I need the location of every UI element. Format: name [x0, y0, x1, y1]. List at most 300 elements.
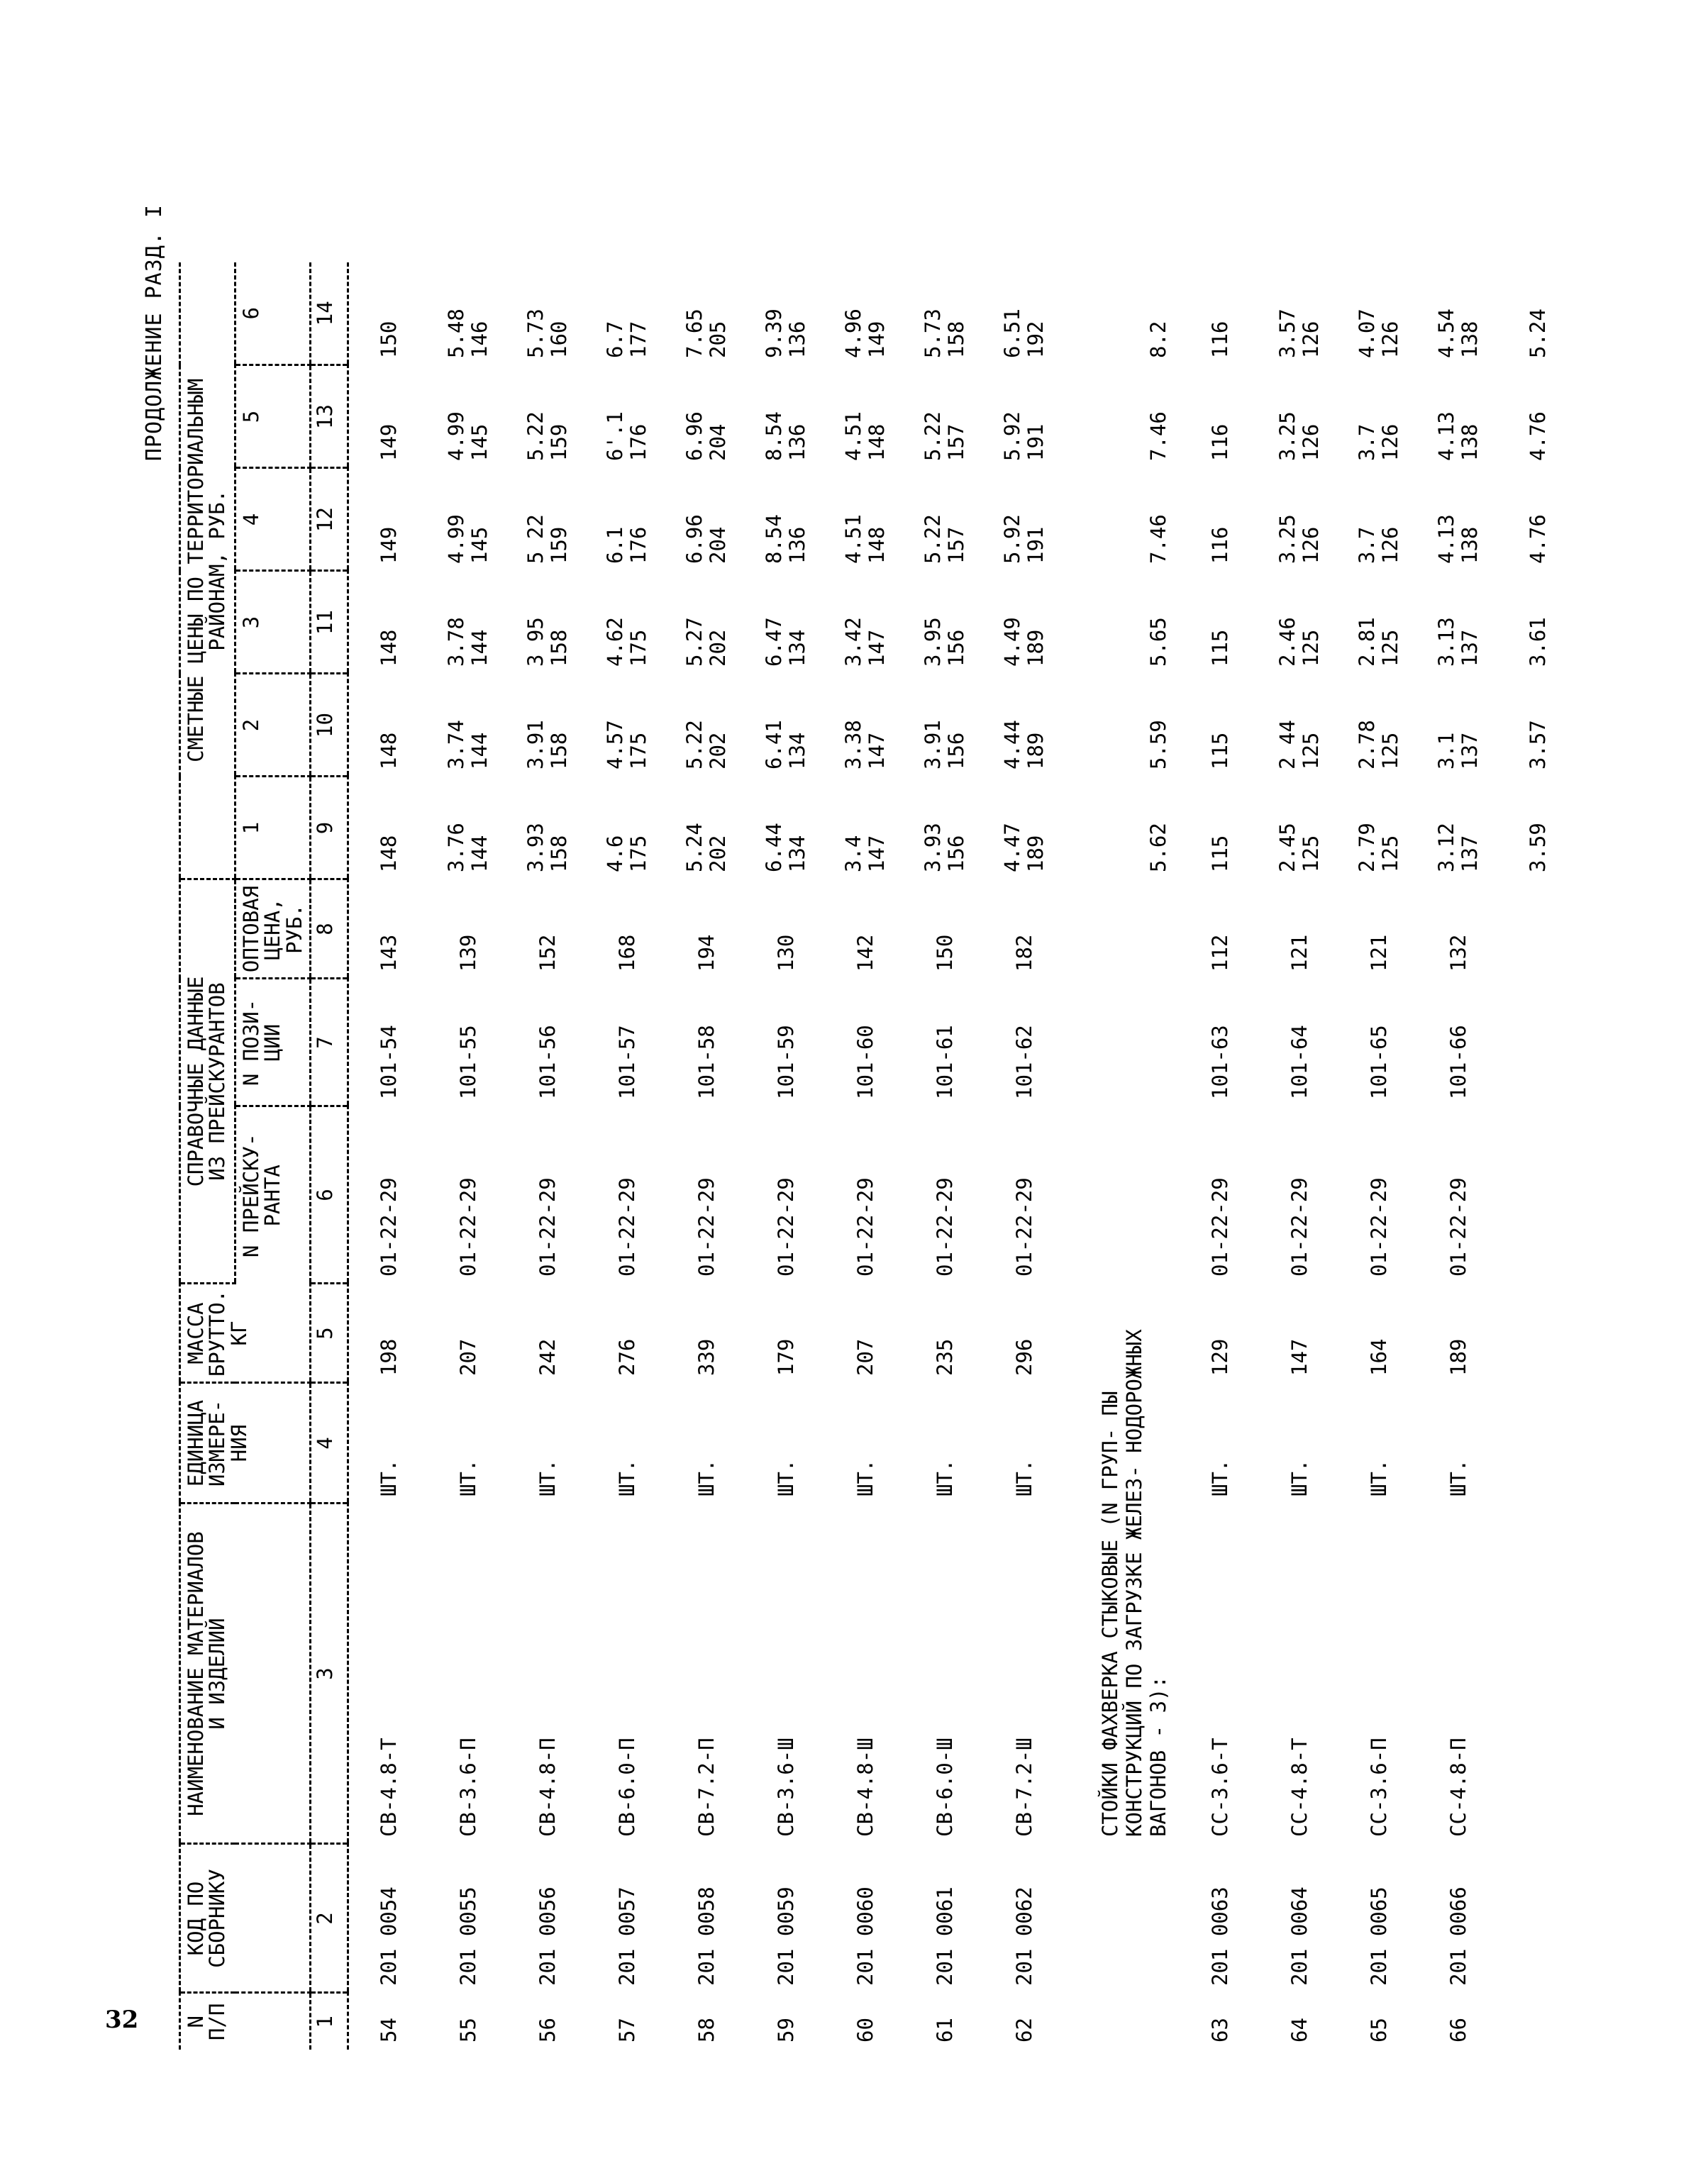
row-name: СВ-7.2-П — [694, 1738, 719, 1837]
row-code: 201 0058 — [694, 1886, 719, 1986]
price-district-3 — [587, 571, 667, 674]
table-row — [1419, 262, 1498, 2050]
row-code: 201 0066 — [1446, 1886, 1470, 1986]
price-value: 3.25 — [1275, 411, 1299, 461]
price-value: 3.25 — [1275, 514, 1299, 564]
price-value: 8.54 — [761, 514, 786, 564]
section-heading-cell — [1064, 879, 1180, 1844]
row-name: СВ-3.6-Ш — [773, 1738, 798, 1837]
row-position: 101-66 — [1446, 1025, 1470, 1099]
price-value-secondary: 160 — [547, 321, 572, 358]
page-number: 32 — [105, 2006, 139, 2034]
table-row — [826, 262, 905, 2050]
row-unit: ШТ. — [455, 1459, 480, 1496]
price-district-2 — [1180, 674, 1260, 777]
row-wholesale: 182 — [1011, 934, 1036, 972]
row-number: 54 — [376, 2018, 401, 2043]
row-unit: ШТ. — [1207, 1459, 1232, 1496]
row-number: 66 — [1446, 2018, 1470, 2043]
empty-cell — [1498, 879, 1577, 979]
price-district-3 — [428, 571, 508, 674]
price-district-4 — [1339, 468, 1419, 571]
price-value-secondary: 157 — [944, 526, 969, 564]
header-district-6: 6 — [235, 262, 310, 365]
price-district-5 — [348, 365, 429, 468]
row-wholesale: 152 — [535, 934, 560, 972]
price-value: 4.47 — [999, 823, 1024, 872]
header-unit: ЕДИНИЦА ИЗМЕРЕ- НИЯ — [180, 1383, 311, 1504]
column-number: 2 — [311, 1844, 348, 1993]
price-district-2 — [1064, 674, 1180, 777]
price-value-secondary: 158 — [944, 321, 969, 358]
row-name: СВ-4.8-П — [535, 1738, 560, 1837]
row-code: 201 0065 — [1366, 1886, 1391, 1986]
row-code: 201 0063 — [1207, 1886, 1232, 1986]
price-district-4 — [348, 468, 429, 571]
price-value: 4.54 — [1434, 309, 1458, 358]
row-number: 62 — [1011, 2018, 1036, 2043]
row-number: 63 — [1207, 2018, 1232, 2043]
table-row — [905, 262, 985, 2050]
row-price-list: 01-22-29 — [1011, 1177, 1036, 1277]
row-mass: 164 — [1366, 1338, 1391, 1376]
row-price-list: 01-22-29 — [853, 1177, 877, 1277]
price-value-secondary: 158 — [547, 629, 572, 667]
row-wholesale: 139 — [455, 934, 480, 972]
price-district-2 — [826, 674, 905, 777]
price-value: 115 — [1207, 732, 1232, 769]
row-code: 201 0056 — [535, 1886, 560, 1986]
price-district-3 — [508, 571, 587, 674]
price-district-6 — [1064, 262, 1180, 365]
price-district-4 — [1498, 468, 1577, 571]
table-row — [348, 262, 429, 2050]
price-value: 5.22 — [523, 411, 548, 461]
price-district-5 — [1498, 365, 1577, 468]
row-price-list: 01-22-29 — [535, 1177, 560, 1277]
column-number: 10 — [311, 674, 348, 777]
header-district-4: 4 — [235, 468, 310, 571]
section-row — [1064, 262, 1180, 2050]
price-value-secondary: 134 — [785, 732, 810, 769]
price-district-6 — [1419, 262, 1498, 365]
row-mass: 296 — [1011, 1338, 1036, 1376]
empty-cell — [1498, 979, 1577, 1106]
price-value: 6.96 — [682, 411, 706, 461]
price-value: 3.42 — [841, 617, 865, 667]
row-number: 60 — [853, 2018, 877, 2043]
price-value: 5.24 — [1525, 309, 1550, 358]
row-position: 101-61 — [932, 1025, 957, 1099]
price-table — [179, 262, 1577, 2050]
price-value-secondary: 148 — [865, 526, 889, 564]
price-value: 3.95 — [920, 617, 945, 667]
row-position: 101-56 — [535, 1025, 560, 1099]
price-district-1 — [905, 777, 985, 879]
price-value-secondary: 125 — [1378, 835, 1403, 872]
price-value-secondary: 175 — [626, 629, 651, 667]
row-wholesale: 143 — [376, 934, 401, 972]
table-row — [1339, 262, 1419, 2050]
price-value-secondary: 145 — [467, 423, 492, 461]
price-value: 3.1 — [1434, 732, 1458, 769]
empty-cell — [1498, 1844, 1577, 1993]
price-value-secondary: 157 — [944, 423, 969, 461]
price-value: 3.76 — [443, 823, 468, 872]
price-district-3 — [667, 571, 746, 674]
row-code: 201 0064 — [1287, 1886, 1312, 1986]
price-value-secondary: 126 — [1378, 423, 1403, 461]
row-wholesale: 121 — [1287, 934, 1312, 972]
price-value: 3.4 — [841, 835, 865, 872]
price-value: 9.39 — [761, 309, 786, 358]
price-district-6 — [826, 262, 905, 365]
row-unit: ШТ. — [694, 1459, 719, 1496]
header-wholesale: ОПТОВАЯ ЦЕНА, РУБ. — [235, 879, 310, 979]
row-mass: 129 — [1207, 1338, 1232, 1376]
price-value: 5.22 — [920, 411, 945, 461]
price-district-6 — [746, 262, 826, 365]
row-name: СС-4.8-П — [1446, 1738, 1470, 1837]
price-value-secondary: 137 — [1458, 732, 1482, 769]
price-value: 5.22 — [682, 720, 706, 769]
row-wholesale: 168 — [614, 934, 639, 972]
price-value-secondary: 134 — [785, 629, 810, 667]
price-district-5 — [1180, 365, 1260, 468]
price-value-secondary: 176 — [626, 423, 651, 461]
price-value-secondary: 126 — [1378, 526, 1403, 564]
row-wholesale: 130 — [773, 934, 798, 972]
row-name: СС-3.6-Т — [1207, 1738, 1232, 1837]
price-value: 3.7 — [1354, 526, 1379, 564]
price-value-secondary: 125 — [1299, 732, 1324, 769]
row-number: 58 — [694, 2018, 719, 2043]
column-number: 9 — [311, 777, 348, 879]
price-district-3 — [905, 571, 985, 674]
column-number: 1 — [311, 1993, 348, 2050]
price-value: 3.38 — [841, 720, 865, 769]
price-value-secondary: 191 — [1024, 423, 1048, 461]
price-district-2 — [905, 674, 985, 777]
price-value: 6.47 — [761, 617, 786, 667]
header-position: N ПОЗИ- ЦИИ — [235, 979, 310, 1106]
row-unit: ШТ. — [614, 1459, 639, 1496]
price-value-secondary: 156 — [944, 835, 969, 872]
price-value: 5.22 — [920, 514, 945, 564]
price-district-4 — [905, 468, 985, 571]
table-row — [508, 262, 587, 2050]
price-value-secondary: 146 — [467, 321, 492, 358]
table-row — [1260, 262, 1339, 2050]
row-mass: 339 — [694, 1338, 719, 1376]
row-name: СВ-6.0-Ш — [932, 1738, 957, 1837]
price-value-secondary: 144 — [467, 835, 492, 872]
table-row — [985, 262, 1064, 2050]
price-district-6 — [428, 262, 508, 365]
price-district-5 — [746, 365, 826, 468]
row-code: 201 0059 — [773, 1886, 798, 1986]
price-value-secondary: 125 — [1299, 629, 1324, 667]
price-district-2 — [1419, 674, 1498, 777]
price-value: 3.78 — [443, 617, 468, 667]
price-value: 148 — [376, 629, 401, 667]
price-value-secondary: 156 — [944, 629, 969, 667]
column-number: 5 — [311, 1284, 348, 1383]
price-value-secondary: 138 — [1458, 423, 1482, 461]
price-value: 148 — [376, 732, 401, 769]
price-district-6 — [508, 262, 587, 365]
table-row — [428, 262, 508, 2050]
price-district-3 — [985, 571, 1064, 674]
header-name: НАИМЕНОВАНИЕ МАТЕРИАЛОВ И ИЗДЕЛИЙ — [180, 1504, 311, 1844]
empty-cell — [1498, 1504, 1577, 1844]
row-price-list: 01-22-29 — [376, 1177, 401, 1277]
empty-cell — [1064, 1844, 1180, 1993]
price-district-1 — [746, 777, 826, 879]
price-value: 6.51 — [999, 309, 1024, 358]
price-district-6 — [1260, 262, 1339, 365]
row-mass: 207 — [455, 1338, 480, 1376]
price-district-3 — [826, 571, 905, 674]
price-value: 4.51 — [841, 514, 865, 564]
column-number: 11 — [311, 571, 348, 674]
column-number: 7 — [311, 979, 348, 1106]
price-district-6 — [1180, 262, 1260, 365]
header-district-1: 1 — [235, 777, 310, 879]
price-district-1 — [1260, 777, 1339, 879]
column-number: 14 — [311, 262, 348, 365]
price-value-secondary: 192 — [1024, 321, 1048, 358]
empty-cell — [1498, 1383, 1577, 1504]
row-name: СВ-4.8-Т — [376, 1738, 401, 1837]
price-value: 4.13 — [1434, 411, 1458, 461]
price-value: 5.92 — [999, 514, 1024, 564]
row-position: 101-62 — [1011, 1025, 1036, 1099]
column-number: 6 — [311, 1106, 348, 1284]
row-code: 201 0055 — [455, 1886, 480, 1986]
row-number: 59 — [773, 2018, 798, 2043]
price-district-5 — [1419, 365, 1498, 468]
price-value: 5.27 — [682, 617, 706, 667]
section-heading: СТОЙКИ ФАХВЕРКА СТЫКОВЫЕ (N ГРУП- ПЫ КОНСТРУКЦИЙ ПО ЗАГРУЗКЕ ЖЕЛЕЗ- НОДОРОЖНЫХ ВАГОНОВ - 3): — [1097, 1329, 1170, 1837]
price-value: 2.46 — [1275, 617, 1299, 667]
price-value: 5.62 — [1146, 823, 1170, 872]
header-district-5: 5 — [235, 365, 310, 468]
row-number: 57 — [614, 2018, 639, 2043]
price-value: 2.79 — [1354, 823, 1379, 872]
price-value-secondary: 148 — [865, 423, 889, 461]
price-value-secondary: 159 — [547, 423, 572, 461]
row-wholesale: 121 — [1366, 934, 1391, 972]
column-number: 8 — [311, 879, 348, 979]
row-number: 61 — [932, 2018, 957, 2043]
price-value: 2.78 — [1354, 720, 1379, 769]
price-value: 3.13 — [1434, 617, 1458, 667]
row-name: СС-3.6-П — [1366, 1738, 1391, 1837]
price-value: 3.59 — [1525, 823, 1550, 872]
table-body — [348, 262, 1578, 2050]
continuation-label: ПРОДОЛЖЕНИЕ РАЗД. I — [142, 204, 167, 462]
price-value: 7.46 — [1146, 514, 1170, 564]
column-number-row — [311, 262, 348, 2050]
price-value-secondary: 147 — [865, 732, 889, 769]
price-value-secondary: 191 — [1024, 526, 1048, 564]
price-value: 4.76 — [1525, 411, 1550, 461]
header-code: КОД ПО СБОРНИКУ — [180, 1844, 311, 1993]
row-unit: ШТ. — [773, 1459, 798, 1496]
price-value: 115 — [1207, 835, 1232, 872]
price-district-5 — [905, 365, 985, 468]
row-unit: ШТ. — [853, 1459, 877, 1496]
price-district-1 — [508, 777, 587, 879]
empty-cell — [1498, 1106, 1577, 1284]
price-value-secondary: 125 — [1378, 732, 1403, 769]
row-mass: 276 — [614, 1338, 639, 1376]
price-district-1 — [1498, 777, 1577, 879]
price-value-secondary: 136 — [785, 526, 810, 564]
price-value: 6.1 — [602, 526, 627, 564]
price-value-secondary: 138 — [1458, 526, 1482, 564]
price-value: 116 — [1207, 526, 1232, 564]
price-value-secondary: 202 — [706, 835, 731, 872]
row-mass: 147 — [1287, 1338, 1312, 1376]
row-position: 101-58 — [694, 1025, 719, 1099]
price-value-secondary: 144 — [467, 732, 492, 769]
price-district-1 — [1419, 777, 1498, 879]
price-district-4 — [667, 468, 746, 571]
row-unit: ШТ. — [1446, 1459, 1470, 1496]
price-value-secondary: 138 — [1458, 321, 1482, 358]
empty-cell — [1498, 1284, 1577, 1383]
price-district-5 — [1339, 365, 1419, 468]
price-value: 5.92 — [999, 411, 1024, 461]
price-value-secondary: 126 — [1299, 423, 1324, 461]
row-name: СВ-7.2-Ш — [1011, 1738, 1036, 1837]
row-code: 201 0054 — [376, 1886, 401, 1986]
price-value-secondary: 177 — [626, 321, 651, 358]
price-value: 5.73 — [523, 309, 548, 358]
price-value: 3.61 — [1525, 617, 1550, 667]
row-price-list: 01-22-29 — [1287, 1177, 1312, 1277]
price-value: 4.96 — [841, 309, 865, 358]
row-code: 201 0062 — [1011, 1886, 1036, 1986]
table-header — [180, 262, 348, 2050]
price-value: 5.73 — [920, 309, 945, 358]
price-district-4 — [508, 468, 587, 571]
price-value-secondary: 126 — [1299, 526, 1324, 564]
row-price-list: 01-22-29 — [614, 1177, 639, 1277]
price-district-1 — [1339, 777, 1419, 879]
price-value-secondary: 125 — [1299, 835, 1324, 872]
price-district-1 — [587, 777, 667, 879]
price-district-3 — [1260, 571, 1339, 674]
row-position: 101-64 — [1287, 1025, 1312, 1099]
price-district-5 — [667, 365, 746, 468]
price-value-secondary: 145 — [467, 526, 492, 564]
price-value-secondary: 149 — [865, 321, 889, 358]
price-value-secondary: 137 — [1458, 835, 1482, 872]
header-mass: МАССА БРУТТО. КГ — [180, 1284, 311, 1383]
row-unit: ШТ. — [535, 1459, 560, 1496]
price-value: 4.44 — [999, 720, 1024, 769]
price-value-secondary: 205 — [706, 321, 731, 358]
price-district-3 — [1498, 571, 1577, 674]
price-value: 4.57 — [602, 720, 627, 769]
price-district-4 — [587, 468, 667, 571]
row-wholesale: 194 — [694, 934, 719, 972]
header-district-2: 2 — [235, 674, 310, 777]
price-value: 4.13 — [1434, 514, 1458, 564]
price-district-6 — [667, 262, 746, 365]
price-value-secondary: 126 — [1299, 321, 1324, 358]
price-district-6 — [905, 262, 985, 365]
row-price-list: 01-22-29 — [932, 1177, 957, 1277]
price-district-3 — [1064, 571, 1180, 674]
price-value: 3.57 — [1525, 720, 1550, 769]
price-value: 6.7 — [602, 321, 627, 358]
price-value: 6'.1 — [602, 411, 627, 461]
column-number: 4 — [311, 1383, 348, 1504]
price-value: 3.91 — [920, 720, 945, 769]
price-value: 4.49 — [999, 617, 1024, 667]
row-position: 101-65 — [1366, 1025, 1391, 1099]
price-value: 2 44 — [1275, 720, 1299, 769]
price-value: 5 22 — [523, 514, 548, 564]
rotated-page — [142, 170, 1550, 2050]
empty-cell — [1498, 1993, 1577, 2050]
price-value: 3.7 — [1354, 423, 1379, 461]
row-mass: 189 — [1446, 1338, 1470, 1376]
row-number: 56 — [535, 2018, 560, 2043]
row-code: 201 0060 — [853, 1886, 877, 1986]
row-price-list: 01-22-29 — [455, 1177, 480, 1277]
price-value: 4.6 — [602, 835, 627, 872]
price-district-4 — [1419, 468, 1498, 571]
price-value-secondary: 158 — [547, 732, 572, 769]
price-district-4 — [826, 468, 905, 571]
price-district-4 — [1064, 468, 1180, 571]
column-number: 13 — [311, 365, 348, 468]
row-unit: ШТ. — [1287, 1459, 1312, 1496]
price-value: 6.44 — [761, 823, 786, 872]
price-value-secondary: 159 — [547, 526, 572, 564]
price-district-3 — [746, 571, 826, 674]
row-unit: ШТ. — [376, 1459, 401, 1496]
price-value-secondary: 134 — [785, 835, 810, 872]
price-district-1 — [1180, 777, 1260, 879]
price-value-secondary: 175 — [626, 835, 651, 872]
price-district-6 — [348, 262, 429, 365]
price-value: 148 — [376, 835, 401, 872]
price-value: 3.12 — [1434, 823, 1458, 872]
price-value-secondary: 189 — [1024, 835, 1048, 872]
row-price-list: 01-22-29 — [773, 1177, 798, 1277]
price-value: 5.48 — [443, 309, 468, 358]
price-value: 6.96 — [682, 514, 706, 564]
price-district-5 — [587, 365, 667, 468]
row-wholesale: 142 — [853, 934, 877, 972]
row-price-list: 01-22-29 — [1446, 1177, 1470, 1277]
row-number: 65 — [1366, 2018, 1391, 2043]
price-district-1 — [667, 777, 746, 879]
table-row — [667, 262, 746, 2050]
row-position: 101-55 — [455, 1025, 480, 1099]
price-value: 3.57 — [1275, 309, 1299, 358]
price-value-secondary: 202 — [706, 629, 731, 667]
price-district-4 — [985, 468, 1064, 571]
row-wholesale: 150 — [932, 934, 957, 972]
row-mass: 242 — [535, 1338, 560, 1376]
